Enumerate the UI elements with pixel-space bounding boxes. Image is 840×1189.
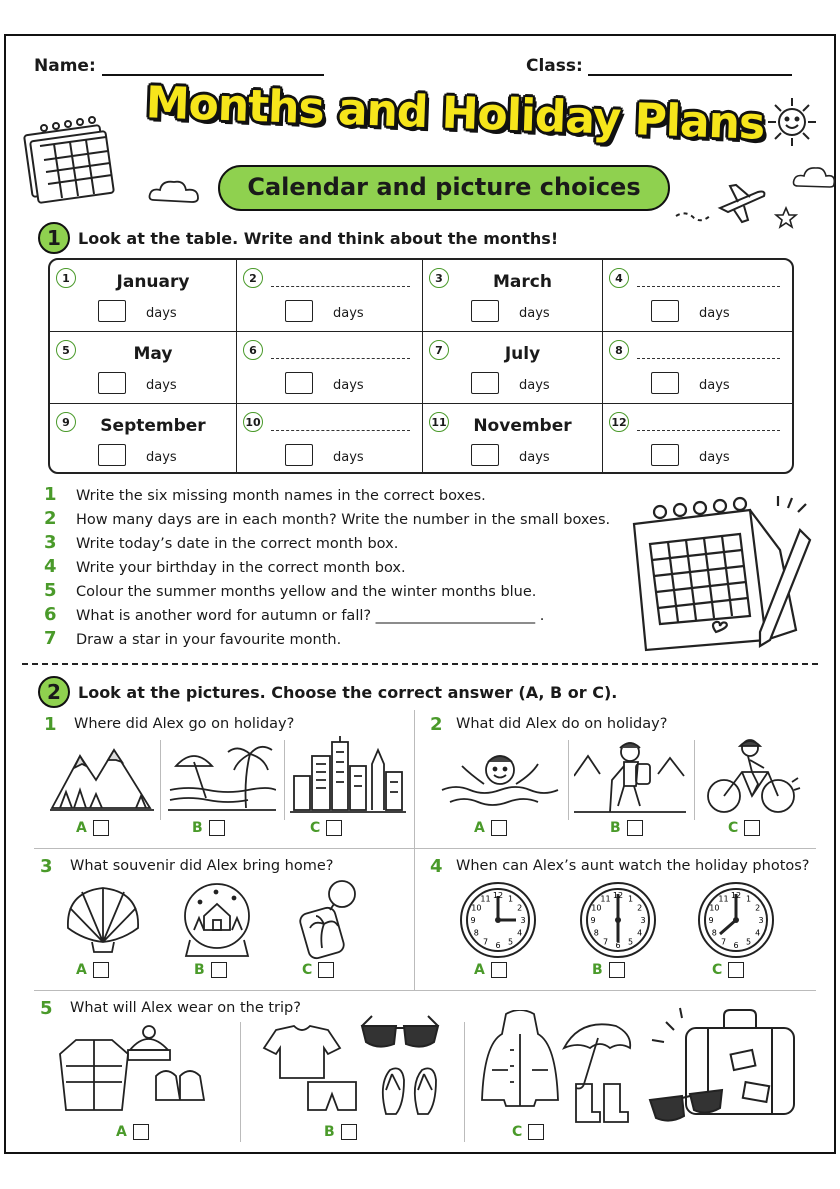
option-letter: B <box>610 820 621 836</box>
option-letter: B <box>192 820 203 836</box>
answer-checkbox[interactable] <box>528 1124 544 1140</box>
month-name-blank[interactable] <box>637 430 780 431</box>
months-table <box>48 258 794 474</box>
option-letter: A <box>76 820 87 836</box>
divider-vertical <box>414 710 415 990</box>
clock-icon <box>696 880 776 960</box>
instruction-number: 1 <box>44 484 57 505</box>
section-title: Look at the table. Write and think about the months! <box>78 228 559 248</box>
instruction-item <box>44 484 634 508</box>
option-letter: C <box>728 820 739 836</box>
clock-center <box>495 917 501 923</box>
option-letter: C <box>310 820 321 836</box>
days-label: days <box>146 306 177 321</box>
summer-clothes-icon <box>258 1024 368 1114</box>
clock-number: 2 <box>755 903 761 913</box>
question-text: What did Alex do on holiday? <box>456 716 668 732</box>
option-b[interactable] <box>192 820 225 836</box>
days-label: days <box>519 450 550 465</box>
divider-vertical <box>284 740 285 820</box>
clock-number: 7 <box>720 937 727 947</box>
option-letter: B <box>194 962 205 978</box>
clock-center <box>733 917 739 923</box>
answer-checkbox[interactable] <box>609 962 625 978</box>
option-letter: B <box>592 962 603 978</box>
clock-number: 5 <box>507 937 514 947</box>
page-title: Months and Holiday Plans <box>144 77 766 150</box>
answer-checkbox[interactable] <box>318 962 334 978</box>
instruction-number: 6 <box>44 604 57 625</box>
option-letter: C <box>712 962 723 978</box>
month-cell <box>50 404 237 472</box>
clock-number: 10 <box>591 903 602 913</box>
clock-number: 6 <box>495 941 501 950</box>
clock-number: 1 <box>745 894 752 904</box>
star-icon <box>774 206 798 230</box>
answer-checkbox[interactable] <box>728 962 744 978</box>
clock-number: 7 <box>482 937 489 947</box>
question-number: 1 <box>44 714 57 735</box>
days-label: days <box>519 306 550 321</box>
month-name-blank[interactable] <box>637 286 780 287</box>
option-c[interactable] <box>728 820 760 836</box>
days-input-box[interactable] <box>285 372 313 394</box>
option-letter: A <box>76 962 87 978</box>
instruction-text: Colour the summer months yellow and the winter months blue. <box>76 584 537 600</box>
month-cell <box>603 260 792 332</box>
clock-number: 10 <box>471 903 482 913</box>
cycling-boy-icon <box>702 736 802 816</box>
calendar-icon <box>620 490 820 660</box>
clock-number: 6 <box>733 941 739 950</box>
days-label: days <box>146 378 177 393</box>
option-letter: C <box>302 962 313 978</box>
answer-checkbox[interactable] <box>744 820 760 836</box>
section-number: 2 <box>38 676 70 708</box>
instruction-number: 4 <box>44 556 57 577</box>
option-c[interactable] <box>712 962 744 978</box>
section-title: Look at the pictures. Choose the correct answer (A, B or C). <box>78 682 618 702</box>
clock-icon <box>458 880 538 960</box>
instruction-item <box>44 628 634 652</box>
instruction-text: Write your birthday in the correct month box. <box>76 560 406 576</box>
month-name: November <box>473 416 572 436</box>
divider-vertical <box>240 1022 241 1142</box>
month-name-blank[interactable] <box>271 286 410 287</box>
name-label: Name: <box>34 56 96 76</box>
option-c[interactable] <box>302 962 334 978</box>
days-label: days <box>146 450 177 465</box>
class-field[interactable] <box>588 74 792 76</box>
month-cell <box>50 332 237 404</box>
option-letter: A <box>474 820 485 836</box>
clock-number: 4 <box>517 928 523 938</box>
clock-number: 6 <box>615 941 621 950</box>
airplane-icon <box>672 180 772 230</box>
keyring-icon <box>294 878 364 962</box>
sunglasses-icon <box>358 1012 442 1062</box>
clock-number: 7 <box>602 937 609 947</box>
answer-checkbox[interactable] <box>133 1124 149 1140</box>
month-cell <box>237 332 423 404</box>
month-name: July <box>504 344 541 364</box>
days-input-box[interactable] <box>651 372 679 394</box>
cloud-icon <box>146 176 202 206</box>
instruction-text: Write today’s date in the correct month box. <box>76 536 399 552</box>
clock-icon <box>578 880 658 960</box>
clock-number: 1 <box>627 894 634 904</box>
month-name: May <box>133 344 173 364</box>
calendar-icon <box>20 116 120 206</box>
city-icon <box>290 736 406 814</box>
option-letter: A <box>116 1124 127 1140</box>
instructions-list <box>44 484 634 652</box>
clock-number: 5 <box>745 937 752 947</box>
clock-number: 11 <box>718 894 729 904</box>
option-a[interactable] <box>76 820 109 836</box>
month-number: 12 <box>609 412 629 432</box>
month-cell <box>603 404 792 472</box>
month-cell <box>237 404 423 472</box>
divider-vertical <box>568 740 569 820</box>
month-number: 3 <box>429 268 449 288</box>
days-input-box[interactable] <box>471 444 499 466</box>
clock-number: 12 <box>492 891 504 900</box>
days-label: days <box>333 450 364 465</box>
instruction-text: How many days are in each month? Write the number in the small boxes. <box>76 512 611 528</box>
days-label: days <box>699 378 730 393</box>
option-c[interactable] <box>512 1124 544 1140</box>
option-b[interactable] <box>610 820 643 836</box>
option-b[interactable] <box>592 962 625 978</box>
month-name: September <box>100 416 206 436</box>
month-number: 2 <box>243 268 263 288</box>
month-cell <box>423 260 603 332</box>
raincoat-icon <box>476 1010 566 1110</box>
days-input-box[interactable] <box>651 444 679 466</box>
instruction-number: 5 <box>44 580 57 601</box>
month-number: 5 <box>56 340 76 360</box>
name-field[interactable] <box>102 74 324 76</box>
days-input-box[interactable] <box>98 372 126 394</box>
month-name-blank[interactable] <box>271 358 410 359</box>
divider-vertical <box>160 740 161 820</box>
month-name-blank[interactable] <box>637 358 780 359</box>
clock-number: 8 <box>593 928 599 938</box>
cloud-icon <box>792 164 836 190</box>
days-label: days <box>699 450 730 465</box>
page-subtitle: Calendar and picture choices <box>218 165 670 211</box>
divider-vertical <box>694 740 695 820</box>
month-number: 7 <box>429 340 449 360</box>
month-cell <box>423 404 603 472</box>
section-1-heading <box>38 222 558 254</box>
days-label: days <box>333 306 364 321</box>
clock-number: 1 <box>507 894 514 904</box>
month-cell <box>237 260 423 332</box>
question-number: 5 <box>40 998 53 1019</box>
answer-checkbox[interactable] <box>341 1124 357 1140</box>
month-cell <box>603 332 792 404</box>
month-number: 11 <box>429 412 449 432</box>
option-a[interactable] <box>474 820 507 836</box>
answer-checkbox[interactable] <box>93 962 109 978</box>
suitcase-icon <box>646 1004 802 1134</box>
instruction-item <box>44 508 634 532</box>
days-input-box[interactable] <box>471 372 499 394</box>
answer-checkbox[interactable] <box>93 820 109 836</box>
clock-number: 11 <box>600 894 611 904</box>
swimming-boy-icon <box>440 744 560 814</box>
days-input-box[interactable] <box>285 444 313 466</box>
clock-number: 2 <box>637 903 643 913</box>
clock-number: 9 <box>470 916 476 925</box>
option-letter: B <box>324 1124 335 1140</box>
boots-icon <box>570 1080 630 1126</box>
question-text: What will Alex wear on the trip? <box>70 1000 301 1016</box>
question-number: 2 <box>430 714 443 735</box>
month-name: March <box>493 272 552 292</box>
section-number: 1 <box>38 222 70 254</box>
clock-number: 8 <box>473 928 479 938</box>
days-input-box[interactable] <box>471 300 499 322</box>
clock-number: 8 <box>711 928 717 938</box>
month-number: 1 <box>56 268 76 288</box>
divider-horizontal <box>34 848 816 849</box>
winter-clothes-icon <box>56 1020 226 1120</box>
days-input-box[interactable] <box>98 300 126 322</box>
option-a[interactable] <box>474 962 507 978</box>
option-a[interactable] <box>116 1124 149 1140</box>
clock-center <box>615 917 621 923</box>
instruction-text: Write the six missing month names in the correct boxes. <box>76 488 486 504</box>
option-letter: A <box>474 962 485 978</box>
answer-checkbox[interactable] <box>491 820 507 836</box>
section-2-heading <box>38 676 617 708</box>
divider-vertical <box>464 1022 465 1142</box>
snow-globe-icon <box>176 880 258 960</box>
instruction-text: What is another word for autumn or fall? ______________________ . <box>76 608 545 624</box>
days-input-box[interactable] <box>651 300 679 322</box>
instruction-number: 3 <box>44 532 57 553</box>
instruction-number: 2 <box>44 508 57 529</box>
instruction-item <box>44 532 634 556</box>
month-name: January <box>116 272 190 292</box>
clock-number: 10 <box>709 903 720 913</box>
answer-checkbox[interactable] <box>211 962 227 978</box>
instruction-item <box>44 604 634 628</box>
divider-horizontal <box>34 990 816 991</box>
month-number: 10 <box>243 412 263 432</box>
clock-number: 3 <box>640 916 646 925</box>
answer-checkbox[interactable] <box>627 820 643 836</box>
section-divider <box>22 663 818 665</box>
clock-number: 5 <box>627 937 634 947</box>
instruction-item <box>44 556 634 580</box>
option-a[interactable] <box>76 962 109 978</box>
month-number: 6 <box>243 340 263 360</box>
question-number: 3 <box>40 856 53 877</box>
hiking-boy-icon <box>574 736 686 816</box>
month-cell <box>50 260 237 332</box>
days-label: days <box>699 306 730 321</box>
days-label: days <box>333 378 364 393</box>
answer-checkbox[interactable] <box>209 820 225 836</box>
clock-number: 4 <box>637 928 643 938</box>
instruction-text: Draw a star in your favourite month. <box>76 632 342 648</box>
month-number: 9 <box>56 412 76 432</box>
answer-checkbox[interactable] <box>491 962 507 978</box>
month-number: 4 <box>609 268 629 288</box>
question-text: What souvenir did Alex bring home? <box>70 858 334 874</box>
month-number: 8 <box>609 340 629 360</box>
month-name-blank[interactable] <box>271 430 410 431</box>
answer-checkbox[interactable] <box>326 820 342 836</box>
days-input-box[interactable] <box>98 444 126 466</box>
option-b[interactable] <box>194 962 227 978</box>
seashell-icon <box>62 884 144 956</box>
beach-icon <box>168 738 276 814</box>
days-input-box[interactable] <box>285 300 313 322</box>
clock-number: 9 <box>590 916 596 925</box>
instruction-item <box>44 580 634 604</box>
option-c[interactable] <box>310 820 342 836</box>
option-letter: C <box>512 1124 523 1140</box>
mountains-icon <box>50 742 154 814</box>
clock-number: 9 <box>708 916 714 925</box>
clock-number: 3 <box>520 916 526 925</box>
month-cell <box>423 332 603 404</box>
question-number: 4 <box>430 856 443 877</box>
clock-number: 12 <box>730 891 742 900</box>
days-label: days <box>519 378 550 393</box>
option-b[interactable] <box>324 1124 357 1140</box>
question-text: When can Alex’s aunt watch the holiday photos? <box>456 858 810 874</box>
clock-number: 2 <box>517 903 523 913</box>
clock-number: 4 <box>755 928 761 938</box>
question-text: Where did Alex go on holiday? <box>74 716 295 732</box>
clock-number: 3 <box>758 916 764 925</box>
instruction-number: 7 <box>44 628 57 649</box>
clock-number: 12 <box>612 891 624 900</box>
clock-number: 11 <box>480 894 491 904</box>
flip-flops-icon <box>378 1064 444 1118</box>
class-label: Class: <box>526 56 583 76</box>
